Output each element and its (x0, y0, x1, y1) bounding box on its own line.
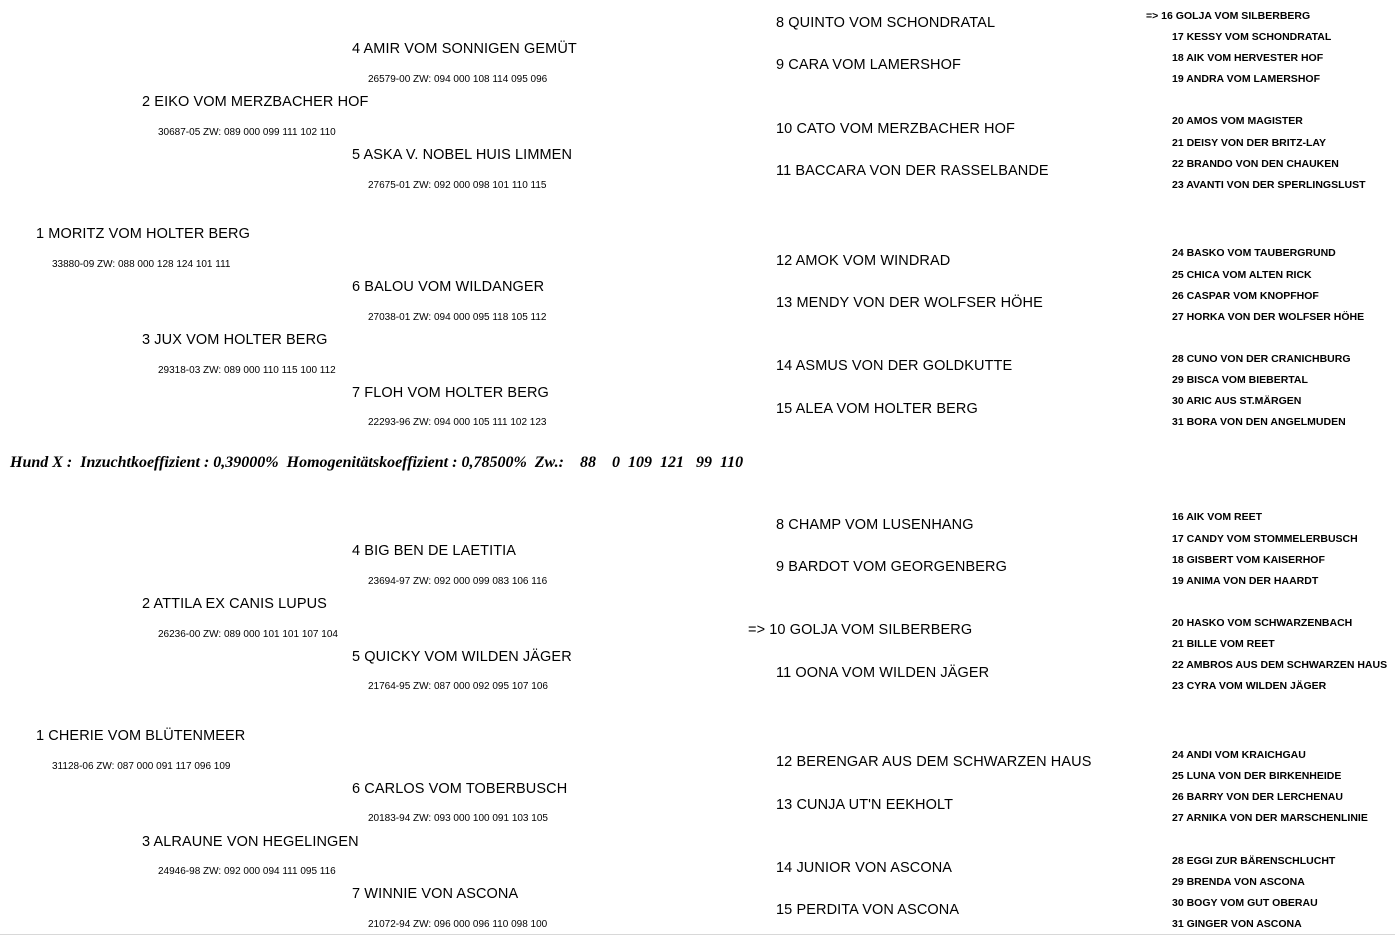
bottom-dog-7-zw: 21072-94 ZW: 096 000 096 110 098 100 (368, 919, 548, 930)
bottom-dog-4-zw: 23694-97 ZW: 092 000 099 083 106 116 (368, 576, 548, 587)
bottom-gen5-28: 28 EGGI ZUR BÄRENSCHLUCHT (1172, 855, 1336, 867)
top-gen5-26: 26 CASPAR VOM KNOPFHOF (1172, 290, 1319, 302)
bottom-dog-2-name: 2 ATTILA EX CANIS LUPUS (142, 596, 327, 612)
bottom-gen5-30: 30 BOGY VOM GUT OBERAU (1172, 897, 1318, 909)
bottom-dog-5-zw: 21764-95 ZW: 087 000 092 095 107 106 (368, 681, 548, 692)
bottom-dog-1-name: 1 CHERIE VOM BLÜTENMEER (36, 728, 246, 744)
bottom-dog-2-zw: 26236-00 ZW: 089 000 101 101 107 104 (158, 629, 338, 640)
bottom-gen5-17: 17 CANDY VOM STOMMELERBUSCH (1172, 533, 1358, 545)
top-gen5-29: 29 BISCA VOM BIEBERTAL (1172, 374, 1308, 386)
bottom-gen5-24: 24 ANDI VOM KRAICHGAU (1172, 749, 1306, 761)
bottom-gen5-27: 27 ARNIKA VON DER MARSCHENLINIE (1172, 812, 1368, 824)
bottom-gen5-21: 21 BILLE VOM REET (1172, 638, 1275, 650)
top-gen5-18: 18 AIK VOM HERVESTER HOF (1172, 52, 1324, 64)
bottom-gen4-13: 13 CUNJA UT'N EEKHOLT (776, 797, 954, 813)
bottom-dog-3-zw: 24946-98 ZW: 092 000 094 111 095 116 (158, 866, 336, 877)
bottom-gen5-18: 18 GISBERT VOM KAISERHOF (1172, 554, 1325, 566)
bottom-gen5-16: 16 AIK VOM REET (1172, 511, 1263, 523)
top-dog-6-zw: 27038-01 ZW: 094 000 095 118 105 112 (368, 312, 547, 323)
top-dog-5-zw: 27675-01 ZW: 092 000 098 101 110 115 (368, 180, 547, 191)
coefficient-banner: Hund X : Inzuchtkoeffizient : 0,39000% Homogenitätskoeffizient : 0,78500% Zw.: 88 0 109 121 99 110 (10, 454, 744, 471)
top-dog-7-zw: 22293-96 ZW: 094 000 105 111 102 123 (368, 417, 547, 428)
bottom-gen5-25: 25 LUNA VON DER BIRKENHEIDE (1172, 770, 1342, 782)
bottom-dog-1-zw: 31128-06 ZW: 087 000 091 117 096 109 (52, 761, 231, 772)
bottom-gen5-29: 29 BRENDA VON ASCONA (1172, 876, 1305, 888)
bottom-gen4-11: 11 OONA VOM WILDEN JÄGER (776, 665, 990, 681)
top-gen4-9: 9 CARA VOM LAMERSHOF (776, 57, 961, 73)
top-gen5-31: 31 BORA VON DEN ANGELMUDEN (1172, 416, 1346, 428)
bottom-dog-6-name: 6 CARLOS VOM TOBERBUSCH (352, 781, 568, 797)
top-dog-7-name: 7 FLOH VOM HOLTER BERG (352, 385, 549, 401)
top-gen5-19: 19 ANDRA VOM LAMERSHOF (1172, 73, 1320, 85)
bottom-gen5-19: 19 ANIMA VON DER HAARDT (1172, 575, 1319, 587)
top-dog-4-name: 4 AMIR VOM SONNIGEN GEMÜT (352, 41, 577, 57)
top-gen5-16: => 16 GOLJA VOM SILBERBERG (1146, 10, 1311, 22)
top-gen5-28: 28 CUNO VON DER CRANICHBURG (1172, 353, 1351, 365)
top-dog-3-name: 3 JUX VOM HOLTER BERG (142, 332, 328, 348)
bottom-gen4-9: 9 BARDOT VOM GEORGENBERG (776, 559, 1007, 575)
page-bottom-divider (0, 934, 1395, 935)
bottom-gen5-23: 23 CYRA VOM WILDEN JÄGER (1172, 680, 1327, 692)
bottom-gen4-15: 15 PERDITA VON ASCONA (776, 902, 960, 918)
bottom-gen5-26: 26 BARRY VON DER LERCHENAU (1172, 791, 1343, 803)
bottom-dog-5-name: 5 QUICKY VOM WILDEN JÄGER (352, 649, 572, 665)
bottom-gen5-31: 31 GINGER VON ASCONA (1172, 918, 1302, 930)
top-gen5-21: 21 DEISY VON DER BRITZ-LAY (1172, 137, 1327, 149)
top-dog-1-name: 1 MORITZ VOM HOLTER BERG (36, 226, 251, 242)
top-dog-2-zw: 30687-05 ZW: 089 000 099 111 102 110 (158, 127, 336, 138)
bottom-dog-3-name: 3 ALRAUNE VON HEGELINGEN (142, 834, 359, 850)
bottom-gen4-12: 12 BERENGAR AUS DEM SCHWARZEN HAUS (776, 754, 1092, 770)
bottom-gen4-10: => 10 GOLJA VOM SILBERBERG (748, 622, 973, 638)
bottom-dog-4-name: 4 BIG BEN DE LAETITIA (352, 543, 517, 559)
top-gen5-22: 22 BRANDO VON DEN CHAUKEN (1172, 158, 1339, 170)
top-dog-3-zw: 29318-03 ZW: 089 000 110 115 100 112 (158, 365, 336, 376)
top-gen5-27: 27 HORKA VON DER WOLFSER HÖHE (1172, 311, 1365, 323)
bottom-gen4-14: 14 JUNIOR VON ASCONA (776, 860, 953, 876)
top-gen5-17: 17 KESSY VOM SCHONDRATAL (1172, 31, 1332, 43)
bottom-dog-7-name: 7 WINNIE VON ASCONA (352, 886, 519, 902)
top-dog-1-zw: 33880-09 ZW: 088 000 128 124 101 111 (52, 259, 231, 270)
top-gen4-12: 12 AMOK VOM WINDRAD (776, 253, 951, 269)
top-gen4-13: 13 MENDY VON DER WOLFSER HÖHE (776, 295, 1043, 311)
top-gen5-25: 25 CHICA VOM ALTEN RICK (1172, 269, 1312, 281)
top-dog-6-name: 6 BALOU VOM WILDANGER (352, 279, 545, 295)
top-gen4-15: 15 ALEA VOM HOLTER BERG (776, 401, 978, 417)
top-gen4-14: 14 ASMUS VON DER GOLDKUTTE (776, 358, 1013, 374)
bottom-dog-6-zw: 20183-94 ZW: 093 000 100 091 103 105 (368, 813, 548, 824)
bottom-gen4-8: 8 CHAMP VOM LUSENHANG (776, 517, 974, 533)
top-gen5-23: 23 AVANTI VON DER SPERLINGSLUST (1172, 179, 1366, 191)
top-dog-2-name: 2 EIKO VOM MERZBACHER HOF (142, 94, 369, 110)
bottom-gen5-20: 20 HASKO VOM SCHWARZENBACH (1172, 617, 1353, 629)
top-gen5-24: 24 BASKO VOM TAUBERGRUND (1172, 247, 1336, 259)
top-dog-5-name: 5 ASKA V. NOBEL HUIS LIMMEN (352, 147, 573, 163)
top-gen4-10: 10 CATO VOM MERZBACHER HOF (776, 121, 1015, 137)
top-gen5-20: 20 AMOS VOM MAGISTER (1172, 115, 1303, 127)
top-dog-4-zw: 26579-00 ZW: 094 000 108 114 095 096 (368, 74, 548, 85)
top-gen5-30: 30 ARIC AUS ST.MÄRGEN (1172, 395, 1302, 407)
top-gen4-11: 11 BACCARA VON DER RASSELBANDE (776, 163, 1049, 179)
top-gen4-8: 8 QUINTO VOM SCHONDRATAL (776, 15, 996, 31)
bottom-gen5-22: 22 AMBROS AUS DEM SCHWARZEN HAUS (1172, 659, 1388, 671)
